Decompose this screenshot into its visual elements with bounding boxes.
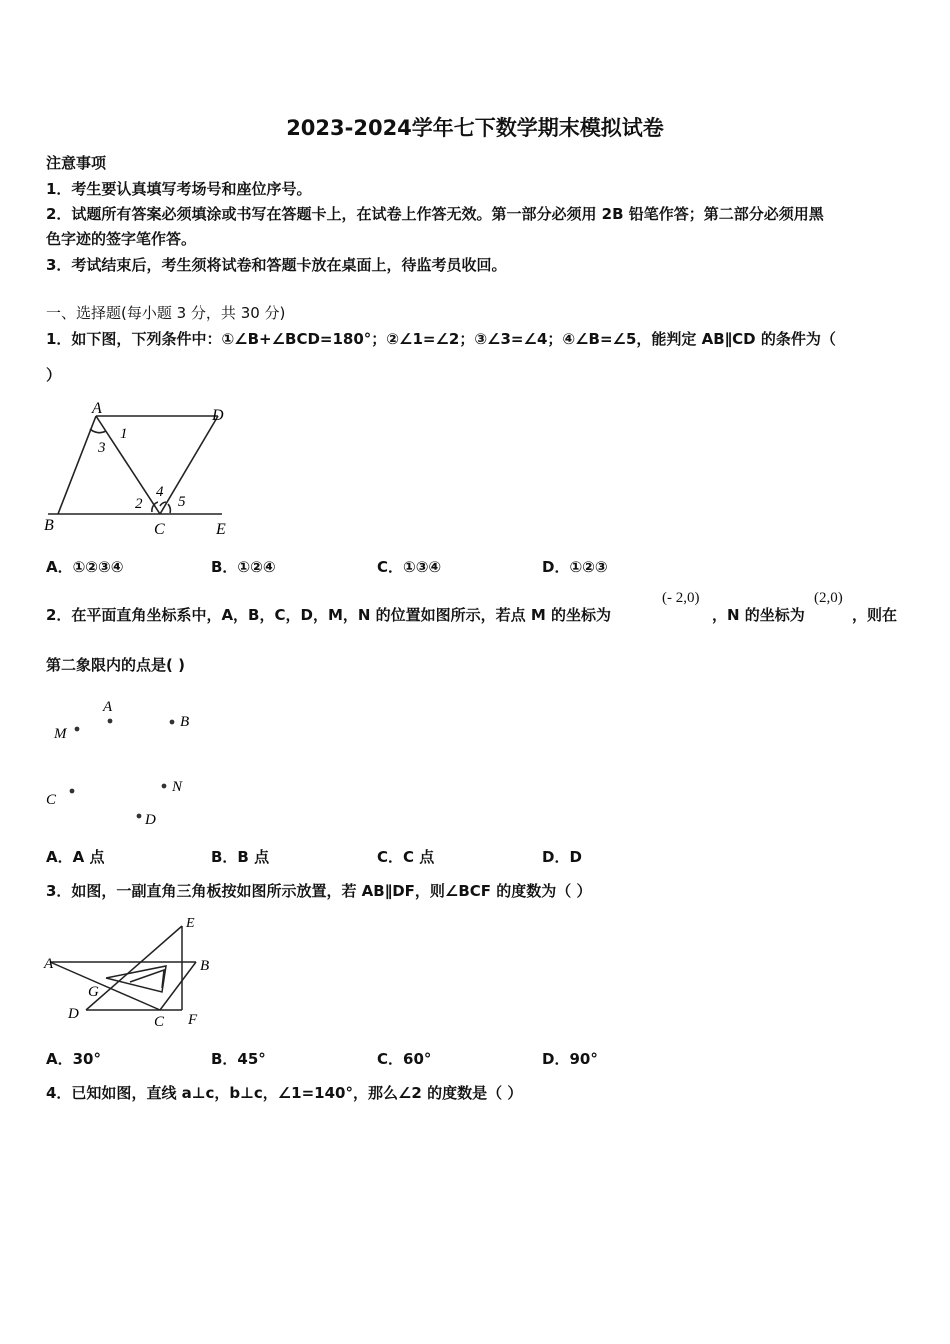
section-heading: 一、选择题(每小题 3 分，共 30 分) [46, 304, 286, 322]
angle-arc-5 [168, 504, 170, 513]
inner-triangle [106, 966, 166, 992]
question-3-option-a[interactable]: A．30° [46, 1050, 101, 1068]
point-d [137, 814, 142, 819]
point-label-a: A [103, 699, 113, 715]
point-c [70, 789, 75, 794]
line-ed [86, 926, 182, 1010]
question-3-option-d[interactable]: D．90° [542, 1050, 598, 1068]
page-title: 2023-2024学年七下数学期末模拟试卷 [286, 116, 664, 140]
point-label-c: C [46, 792, 57, 808]
point-label-b: B [44, 517, 54, 534]
question-2-stem-line2: 第二象限内的点是( ) [46, 656, 185, 674]
question-2-option-c[interactable]: C．C 点 [377, 848, 435, 866]
point-label-d: D [212, 407, 224, 424]
notice-heading: 注意事项 [46, 154, 107, 172]
point-b [170, 720, 175, 725]
question-2-stem: 2．在平面直角坐标系中，A，B，C，D，M，N 的位置如图所示，若点 M 的坐标为 [46, 606, 612, 624]
question-3-option-b[interactable]: B．45° [211, 1050, 266, 1068]
question-1-option-c[interactable]: C．①③④ [377, 558, 442, 576]
point-label-a: A [44, 956, 54, 972]
point-label-n: N [172, 779, 183, 795]
angle-label-2: 2 [135, 496, 143, 512]
point-label-e: E [216, 521, 226, 538]
question-2-stem-end: ，则在 [852, 606, 898, 624]
coordinate-n: (2,0) [814, 590, 843, 606]
point-a [108, 719, 113, 724]
question-1-stem-end: ） [46, 366, 62, 384]
point-label-b: B [180, 714, 190, 730]
question-1-option-d[interactable]: D．①②③ [542, 558, 608, 576]
point-label-e: E [186, 916, 195, 931]
angle-label-1: 1 [120, 426, 128, 442]
angle-label-4: 4 [156, 484, 164, 500]
point-n [162, 784, 167, 789]
angle-label-5: 5 [178, 494, 186, 510]
line-ab [58, 416, 96, 514]
point-m [75, 727, 80, 732]
question-3-stem: 3．如图，一副直角三角板按如图所示放置，若 AB∥DF，则∠BCF 的度数为（ ） [46, 882, 592, 900]
notice-item: 色字迹的签字笔作答。 [46, 230, 197, 248]
question-2-option-d[interactable]: D．D [542, 848, 582, 866]
point-label-m: M [54, 726, 67, 742]
line-ac [50, 962, 160, 1010]
notice-item: 3．考试结束后，考生须将试卷和答题卡放在桌面上，待监考员收回。 [46, 256, 507, 274]
coordinate-m: (- 2,0) [662, 590, 700, 606]
question-2-figure [40, 694, 220, 830]
question-3-option-c[interactable]: C．60° [377, 1050, 432, 1068]
angle-arc-3 [90, 429, 106, 433]
question-2-stem-mid: ，N 的坐标为 [712, 606, 805, 624]
question-2-option-b[interactable]: B．B 点 [211, 848, 270, 866]
point-label-d: D [145, 812, 156, 828]
notice-item: 1．考生要认真填写考场号和座位序号。 [46, 180, 312, 198]
question-2-option-a[interactable]: A．A 点 [46, 848, 105, 866]
question-1-option-a[interactable]: A．①②③④ [46, 558, 124, 576]
point-label-d: D [68, 1006, 79, 1022]
point-label-c: C [154, 1014, 165, 1030]
point-label-f: F [188, 1012, 198, 1028]
point-label-g: G [88, 984, 99, 1000]
question-3-figure [40, 912, 230, 1036]
question-1-figure [40, 396, 240, 540]
question-4-stem: 4．已知如图，直线 a⊥c，b⊥c，∠1=140°，那么∠2 的度数是（ ） [46, 1084, 523, 1102]
point-label-c: C [154, 521, 165, 538]
point-label-b: B [200, 958, 210, 974]
line-cd [160, 416, 218, 514]
point-label-a: A [92, 400, 102, 417]
question-1-option-b[interactable]: B．①②④ [211, 558, 276, 576]
question-1-stem: 1．如下图，下列条件中：①∠B+∠BCD=180°；②∠1=∠2；③∠3=∠4；④∠B=∠5，能判定 AB∥CD 的条件为（ [46, 330, 836, 348]
notice-item: 2．试题所有答案必须填涂或书写在答题卡上，在试卷上作答无效。第一部分必须用 2B 铅笔作答；第二部分必须用黑 [46, 205, 824, 223]
angle-label-3: 3 [98, 440, 106, 456]
